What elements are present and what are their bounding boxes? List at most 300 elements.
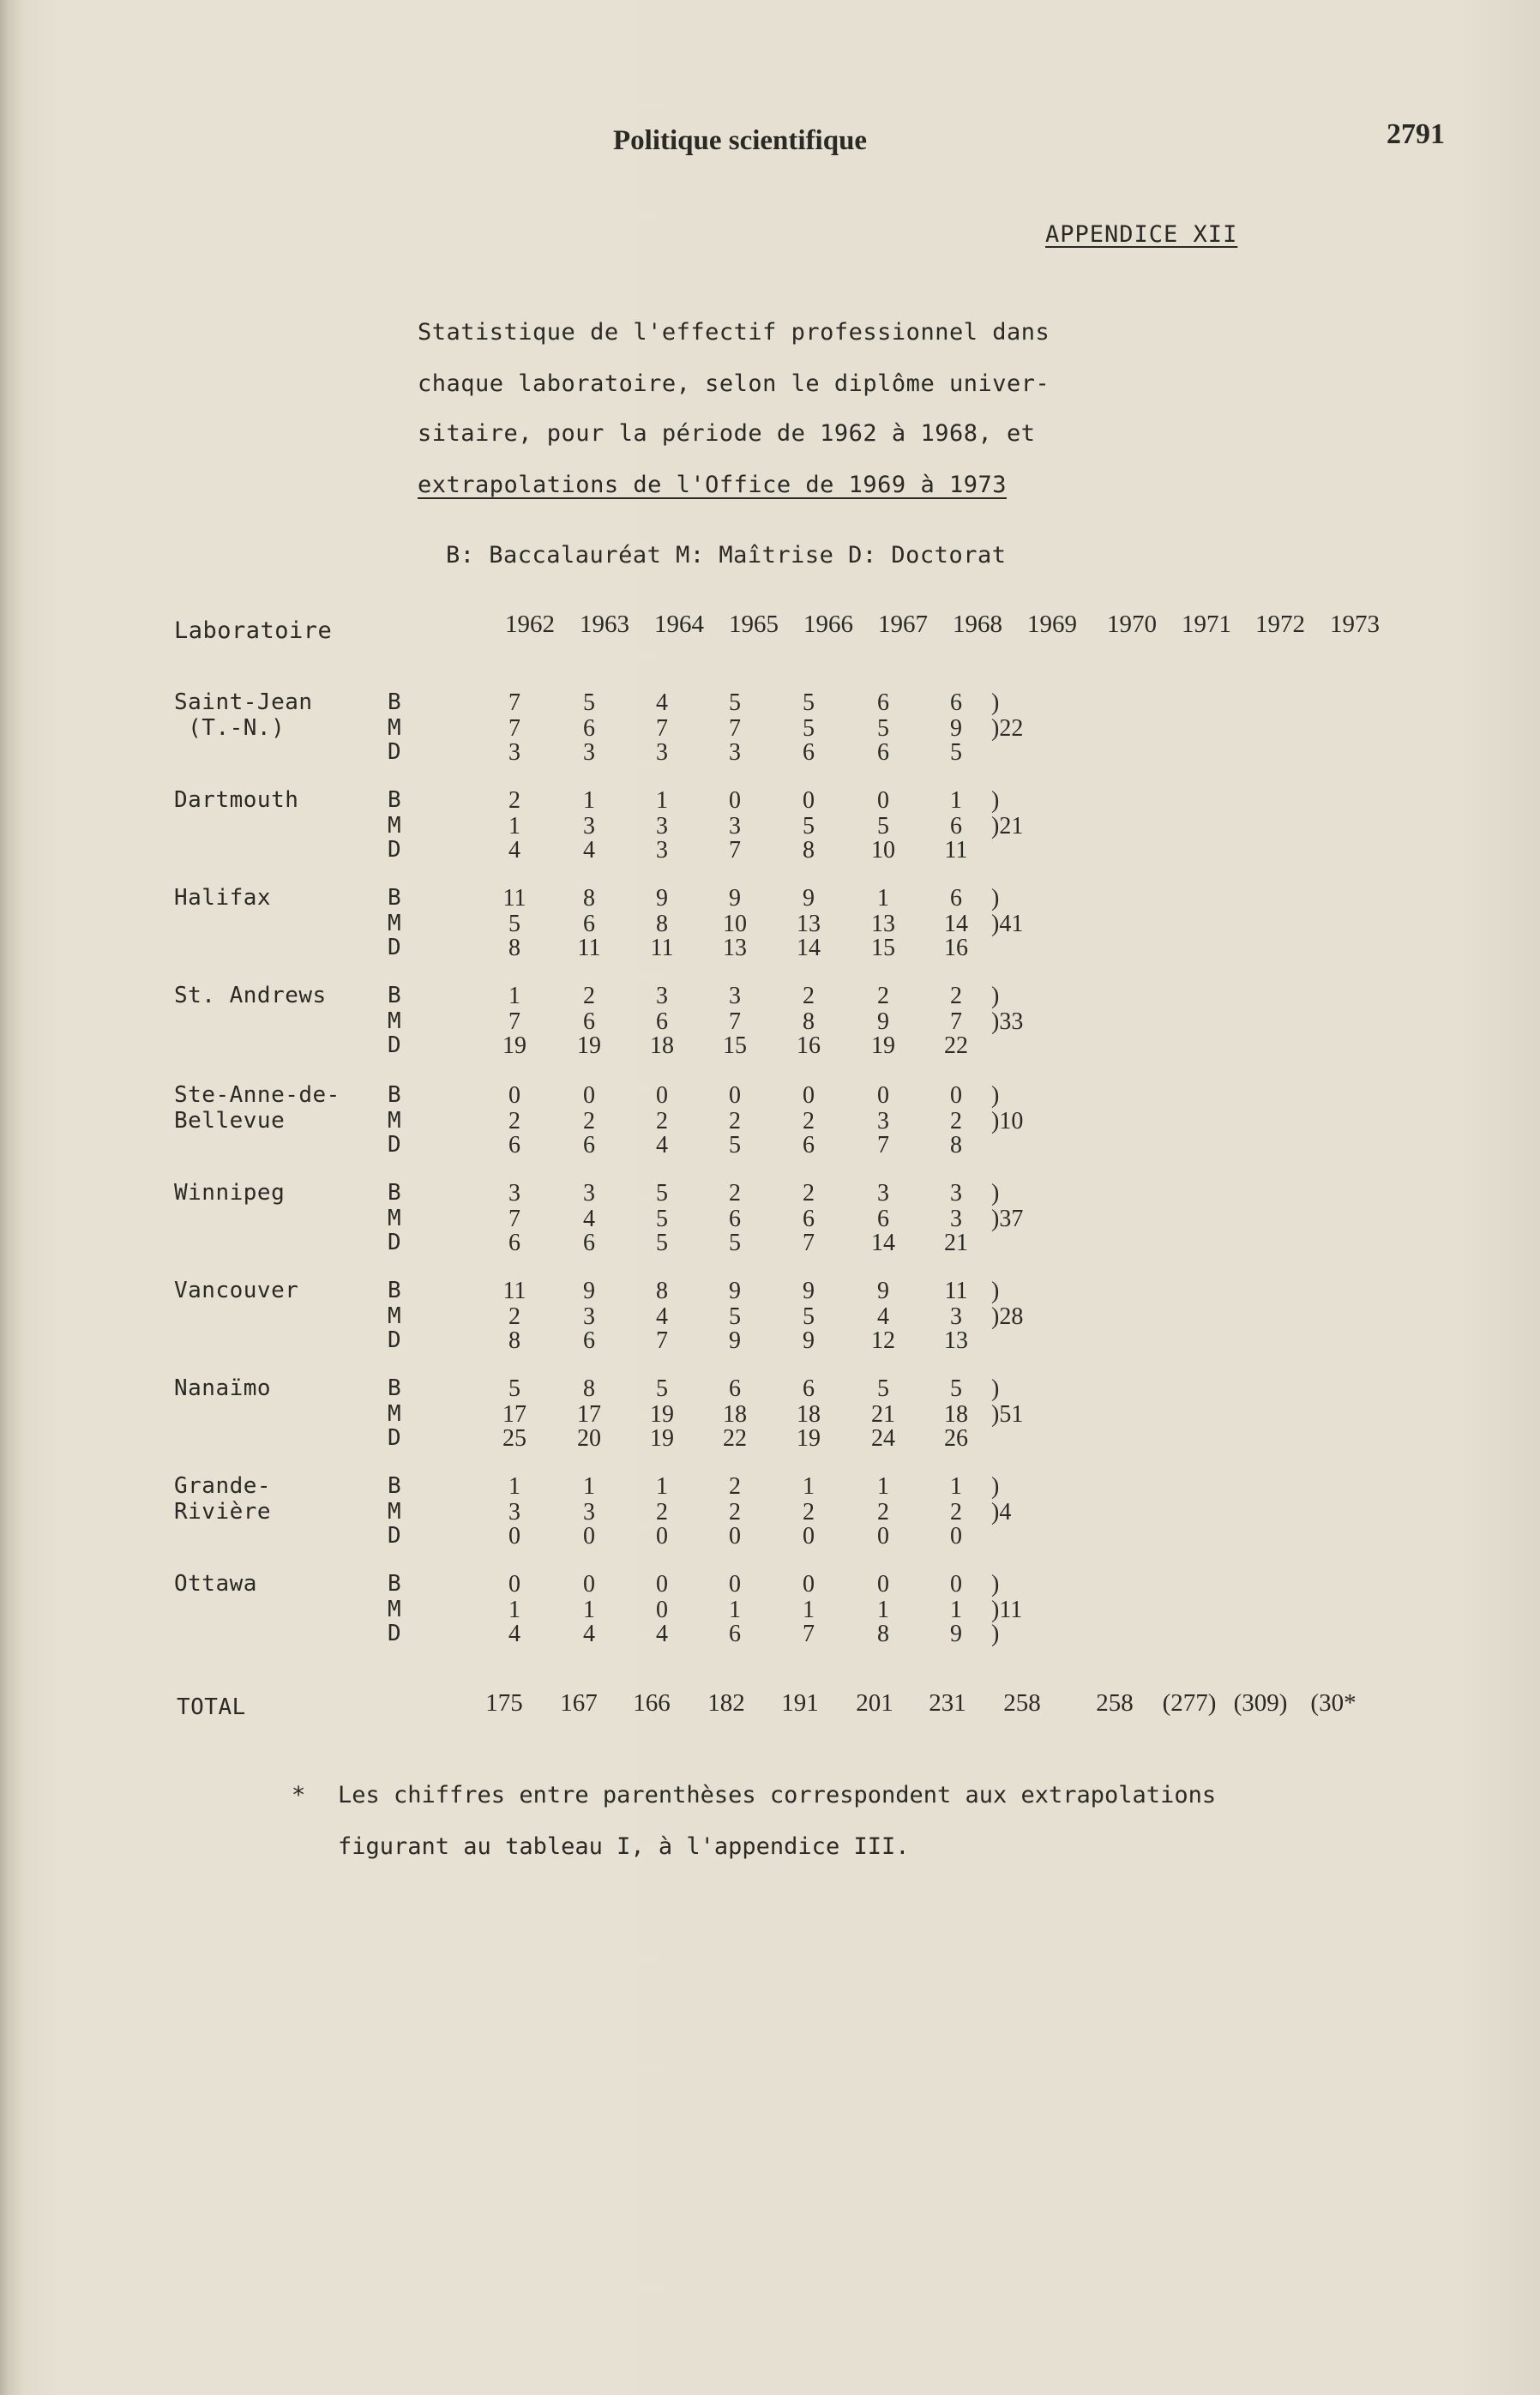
table-cell: 3 [583,1499,595,1525]
table-cell: 7 [803,1621,815,1647]
table-cell: 6 [803,1375,815,1402]
table-cell: 9 [803,1327,815,1354]
table-cell: 11 [650,935,674,961]
table-cell: 11 [577,935,601,961]
table-cell: 7 [729,837,741,864]
table-cell: 4 [583,1621,595,1647]
table-cell: 19 [871,1032,895,1059]
table-cell: 13 [797,911,821,937]
extrapolation-bracket: ) [991,787,1000,814]
table-cell: 14 [871,1230,895,1256]
table-cell: 9 [950,1621,962,1647]
table-cell: 2 [508,787,520,814]
degree-code: M [388,813,401,839]
extrapolation-bracket: ) [991,689,1000,716]
degree-code: B [388,1571,401,1597]
table-cell: 8 [950,1132,962,1158]
page-number: 2791 [1387,118,1445,150]
table-cell: 7 [729,715,741,742]
year-header: 1968 [953,611,1002,638]
table-cell: 13 [944,1327,968,1354]
total-value: 231 [929,1689,966,1717]
table-cell: 3 [656,813,668,839]
table-cell: 1 [508,1473,520,1500]
table-cell: 3 [729,739,741,766]
table-cell: 7 [508,715,520,742]
extrapolation-bracket: )41 [991,911,1024,937]
table-cell: 11 [502,885,526,912]
table-cell: 9 [583,1278,595,1304]
degree-code: B [388,1473,401,1499]
table-cell: 0 [508,1571,520,1598]
degree-code: D [388,739,401,765]
table-cell: 11 [944,837,968,864]
extrapolation-bracket: )11 [991,1597,1023,1623]
table-cell: 7 [656,715,668,742]
table-cell: 4 [656,1132,668,1158]
table-cell: 5 [803,715,815,742]
lab-name: St. Andrews [174,983,327,1008]
table-cell: 2 [583,983,595,1009]
table-cell: 9 [803,885,815,912]
table-cell: 22 [723,1425,747,1452]
extrapolation-bracket: )21 [991,813,1024,839]
lab-block [0,1571,1540,1665]
table-cell: 5 [656,1180,668,1207]
table-cell: 9 [950,715,962,742]
table-cell: 5 [950,1375,962,1402]
extrapolation-bracket: ) [991,983,1000,1009]
year-header: 1964 [654,611,704,638]
extrapolation-bracket: )28 [991,1303,1024,1330]
total-value: 175 [485,1689,523,1717]
extrapolation-bracket: ) [991,1375,1000,1402]
table-cell: 24 [871,1425,895,1452]
table-cell: 6 [583,911,595,937]
table-cell: 0 [656,1571,668,1598]
extrapolation-bracket: )4 [991,1499,1012,1525]
table-cell: 5 [656,1230,668,1256]
table-cell: 0 [656,1523,668,1550]
table-cell: 7 [803,1230,815,1256]
table-cell: 4 [583,1206,595,1232]
table-cell: 3 [877,1180,889,1207]
table-cell: 25 [502,1425,526,1452]
table-cell: 6 [877,689,889,716]
extrapolation-bracket: )51 [991,1401,1024,1428]
table-cell: 3 [877,1108,889,1134]
lab-name: Halifax [174,885,272,911]
table-cell: 0 [729,1523,741,1550]
table-cell: 14 [944,911,968,937]
table-cell: 5 [950,739,962,766]
table-cell: 3 [583,1180,595,1207]
table-cell: 1 [877,1597,889,1623]
table-cell: 2 [729,1180,741,1207]
year-header: 1969 [1027,611,1077,638]
table-cell: 5 [508,1375,520,1402]
total-value: 258 [1003,1689,1041,1717]
table-cell: 13 [723,935,747,961]
table-cell: 3 [583,813,595,839]
table-cell: 9 [729,1327,741,1354]
table-cell: 3 [508,1499,520,1525]
table-cell: 11 [502,1278,526,1304]
table-cell: 2 [508,1108,520,1134]
lab-name: Vancouver [174,1278,299,1303]
lab-name: Nanaïmo [174,1375,272,1401]
table-cell: 1 [877,885,889,912]
table-cell: 1 [583,1473,595,1500]
table-cell: 0 [656,1597,668,1623]
table-cell: 6 [656,1008,668,1035]
total-row [0,1689,1540,1724]
table-cell: 4 [656,1303,668,1330]
table-cell: 0 [803,1571,815,1598]
table-cell: 18 [797,1401,821,1428]
table-cell: 0 [803,1082,815,1109]
table-cell: 6 [803,1206,815,1232]
table-cell: 5 [729,1303,741,1330]
footnote-line: Les chiffres entre parenthèses correspondent aux extrapolations [338,1782,1217,1808]
degree-code: D [388,1132,401,1158]
page-header [0,118,1540,170]
table-cell: 5 [508,911,520,937]
table-cell: 8 [583,1375,595,1402]
table-cell: 20 [577,1425,601,1452]
table-cell: 1 [729,1597,741,1623]
table-cell: 1 [656,1473,668,1500]
table-cell: 6 [950,689,962,716]
table-cell: 21 [944,1230,968,1256]
table-cell: 5 [583,689,595,716]
table-cell: 7 [877,1132,889,1158]
table-cell: 4 [656,689,668,716]
extrapolation-bracket: ) [991,1082,1000,1109]
table-cell: 9 [877,1278,889,1304]
total-value: 167 [560,1689,598,1717]
year-header: 1970 [1107,611,1157,638]
extrapolation-bracket: )10 [991,1108,1024,1134]
table-cell: 0 [950,1082,962,1109]
table-cell: 6 [583,1230,595,1256]
table-cell: 3 [583,1303,595,1330]
lab-name: Ste-Anne-de- Bellevue [174,1082,340,1134]
table-cell: 0 [877,1082,889,1109]
table-cell: 2 [803,1180,815,1207]
degree-code: M [388,1008,401,1034]
total-value: 166 [633,1689,671,1717]
total-value: 258 [1096,1689,1134,1717]
table-cell: 18 [650,1032,674,1059]
table-cell: 5 [729,689,741,716]
lab-block [0,983,1540,1077]
table-cell: 0 [877,787,889,814]
table-cell: 17 [577,1401,601,1428]
degree-code: D [388,935,401,960]
table-cell: 17 [502,1401,526,1428]
table-cell: 2 [729,1499,741,1525]
table-cell: 7 [729,1008,741,1035]
table-cell: 0 [950,1571,962,1598]
degree-code: B [388,885,401,911]
caption-line: extrapolations de l'Office de 1969 à 1973 [418,472,1007,498]
year-header: 1967 [878,611,928,638]
table-cell: 3 [508,1180,520,1207]
degree-code: M [388,1401,401,1427]
degree-code: M [388,1108,401,1134]
total-value: (309) [1233,1689,1288,1717]
table-cell: 4 [877,1303,889,1330]
appendix-label: APPENDICE XII [1045,221,1238,248]
table-cell: 5 [877,1375,889,1402]
footnote-marker: * [292,1782,306,1808]
table-cell: 15 [723,1032,747,1059]
table-cell: 0 [583,1082,595,1109]
table-cell: 2 [656,1108,668,1134]
table-cell: 7 [508,689,520,716]
table-cell: 1 [950,1597,962,1623]
table-cell: 8 [583,885,595,912]
table-cell: 1 [583,1597,595,1623]
caption-line: chaque laboratoire, selon le diplôme univer- [418,370,1050,397]
table-cell: 19 [577,1032,601,1059]
degree-code: B [388,689,401,715]
degree-code: D [388,1327,401,1353]
table-header-row [0,611,1540,645]
lab-name: Winnipeg [174,1180,286,1206]
table-cell: 12 [871,1327,895,1354]
degree-code: D [388,1621,401,1646]
lab-block [0,1375,1540,1470]
table-cell: 8 [803,837,815,864]
table-cell: 2 [583,1108,595,1134]
table-cell: 5 [656,1206,668,1232]
lab-block [0,1180,1540,1274]
table-cell: 8 [803,1008,815,1035]
table-cell: 13 [871,911,895,937]
table-cell: 0 [508,1523,520,1550]
lab-name: Saint-Jean (T.-N.) [174,689,313,741]
year-header: 1973 [1330,611,1380,638]
table-cell: 5 [803,1303,815,1330]
table-cell: 3 [950,1206,962,1232]
table-cell: 3 [583,739,595,766]
table-cell: 3 [656,837,668,864]
table-cell: 19 [650,1425,674,1452]
table-cell: 6 [508,1230,520,1256]
lab-name: Grande- Rivière [174,1473,272,1525]
table-cell: 0 [803,1523,815,1550]
year-header: 1971 [1182,611,1231,638]
table-cell: 2 [508,1303,520,1330]
table-cell: 0 [583,1571,595,1598]
table-cell: 6 [729,1621,741,1647]
table-cell: 0 [877,1523,889,1550]
extrapolation-bracket: )37 [991,1206,1024,1232]
extrapolation-bracket: ) [991,1278,1000,1304]
degree-legend: B: Baccalauréat M: Maîtrise D: Doctorat [446,542,1007,569]
lab-block [0,1082,1540,1176]
table-cell: 1 [803,1597,815,1623]
table-cell: 6 [803,739,815,766]
table-cell: 19 [797,1425,821,1452]
total-label: TOTAL [177,1694,246,1720]
table-cell: 5 [877,715,889,742]
table-cell: 26 [944,1425,968,1452]
caption-line: sitaire, pour la période de 1962 à 1968, et [418,420,1036,447]
table-cell: 2 [729,1473,741,1500]
total-value: (30* [1310,1689,1357,1717]
table-cell: 5 [877,813,889,839]
table-cell: 16 [797,1032,821,1059]
table-cell: 1 [950,787,962,814]
table-cell: 21 [871,1401,895,1428]
degree-code: D [388,1230,401,1255]
table-cell: 14 [797,935,821,961]
table-cell: 1 [508,983,520,1009]
lab-block [0,1473,1540,1568]
footnote-line: figurant au tableau I, à l'appendice III. [338,1833,910,1860]
table-cell: 3 [729,983,741,1009]
table-cell: 22 [944,1032,968,1059]
degree-code: D [388,1425,401,1451]
table-cell: 8 [877,1621,889,1647]
degree-code: B [388,1082,401,1108]
lab-block [0,787,1540,882]
table-cell: 2 [729,1108,741,1134]
degree-code: B [388,1375,401,1401]
table-cell: 5 [803,689,815,716]
table-cell: 9 [729,885,741,912]
table-cell: 7 [950,1008,962,1035]
year-header: 1965 [729,611,779,638]
table-cell: 1 [508,813,520,839]
table-cell: 3 [729,813,741,839]
table-cell: 1 [950,1473,962,1500]
extrapolation-bracket: ) [991,885,1000,912]
table-cell: 3 [950,1180,962,1207]
year-header: 1972 [1255,611,1305,638]
table-cell: 6 [950,813,962,839]
table-cell: 3 [656,739,668,766]
degree-code: D [388,837,401,863]
table-cell: 7 [656,1327,668,1354]
table-cell: 18 [944,1401,968,1428]
table-cell: 3 [508,739,520,766]
table-cell: 0 [729,1571,741,1598]
table-cell: 2 [877,1499,889,1525]
extrapolation-bracket: ) [991,1180,1000,1207]
column-header-laboratoire: Laboratoire [174,617,333,644]
degree-code: M [388,1303,401,1329]
table-cell: 6 [583,1008,595,1035]
table-cell: 6 [950,885,962,912]
table-cell: 6 [508,1132,520,1158]
table-cell: 6 [729,1206,741,1232]
table-cell: 6 [877,739,889,766]
year-header: 1963 [580,611,629,638]
caption-line: Statistique de l'effectif professionnel dans [418,319,1050,346]
table-cell: 15 [871,935,895,961]
table-cell: 0 [729,1082,741,1109]
table-cell: 3 [656,983,668,1009]
table-cell: 9 [877,1008,889,1035]
table-cell: 0 [729,787,741,814]
table-cell: 2 [950,983,962,1009]
table-cell: 5 [656,1375,668,1402]
table-cell: 2 [803,983,815,1009]
extrapolation-bracket: )33 [991,1008,1024,1035]
extrapolation-bracket: ) [991,1473,1000,1500]
table-cell: 9 [803,1278,815,1304]
table-cell: 6 [729,1375,741,1402]
lab-name: Ottawa [174,1571,257,1597]
table-cell: 0 [877,1571,889,1598]
degree-code: D [388,1523,401,1549]
table-cell: 0 [803,787,815,814]
table-cell: 2 [803,1499,815,1525]
degree-code: B [388,1278,401,1303]
table-cell: 6 [583,715,595,742]
table-cell: 3 [950,1303,962,1330]
year-header: 1962 [505,611,555,638]
degree-code: B [388,983,401,1008]
table-cell: 0 [583,1523,595,1550]
degree-code: M [388,1499,401,1525]
total-value: (277) [1162,1689,1217,1717]
degree-code: M [388,911,401,936]
degree-code: D [388,1032,401,1058]
lab-block [0,1278,1540,1372]
table-cell: 5 [729,1132,741,1158]
table-cell: 1 [803,1473,815,1500]
extrapolation-bracket: )22 [991,715,1024,742]
table-cell: 6 [803,1132,815,1158]
table-cell: 18 [723,1401,747,1428]
table-cell: 6 [877,1206,889,1232]
total-value: 182 [707,1689,745,1717]
table-cell: 5 [729,1230,741,1256]
table-cell: 10 [871,837,895,864]
table-cell: 8 [508,1327,520,1354]
table-cell: 2 [803,1108,815,1134]
table-cell: 0 [656,1082,668,1109]
table-cell: 1 [583,787,595,814]
extrapolation-bracket: ) [991,1621,1000,1647]
extrapolation-bracket: ) [991,1571,1000,1598]
lab-block [0,689,1540,784]
total-value: 191 [781,1689,819,1717]
table-cell: 4 [508,1621,520,1647]
table-cell: 16 [944,935,968,961]
table-cell: 19 [650,1401,674,1428]
table-cell: 0 [508,1082,520,1109]
year-header: 1966 [803,611,853,638]
table-cell: 0 [950,1523,962,1550]
degree-code: M [388,1597,401,1622]
table-cell: 11 [944,1278,968,1304]
table-cell: 7 [508,1206,520,1232]
table-cell: 9 [656,885,668,912]
degree-code: B [388,787,401,813]
total-value: 201 [856,1689,893,1717]
degree-code: M [388,1206,401,1231]
table-cell: 2 [877,983,889,1009]
table-cell: 8 [508,935,520,961]
table-cell: 19 [502,1032,526,1059]
lab-name: Dartmouth [174,787,299,813]
